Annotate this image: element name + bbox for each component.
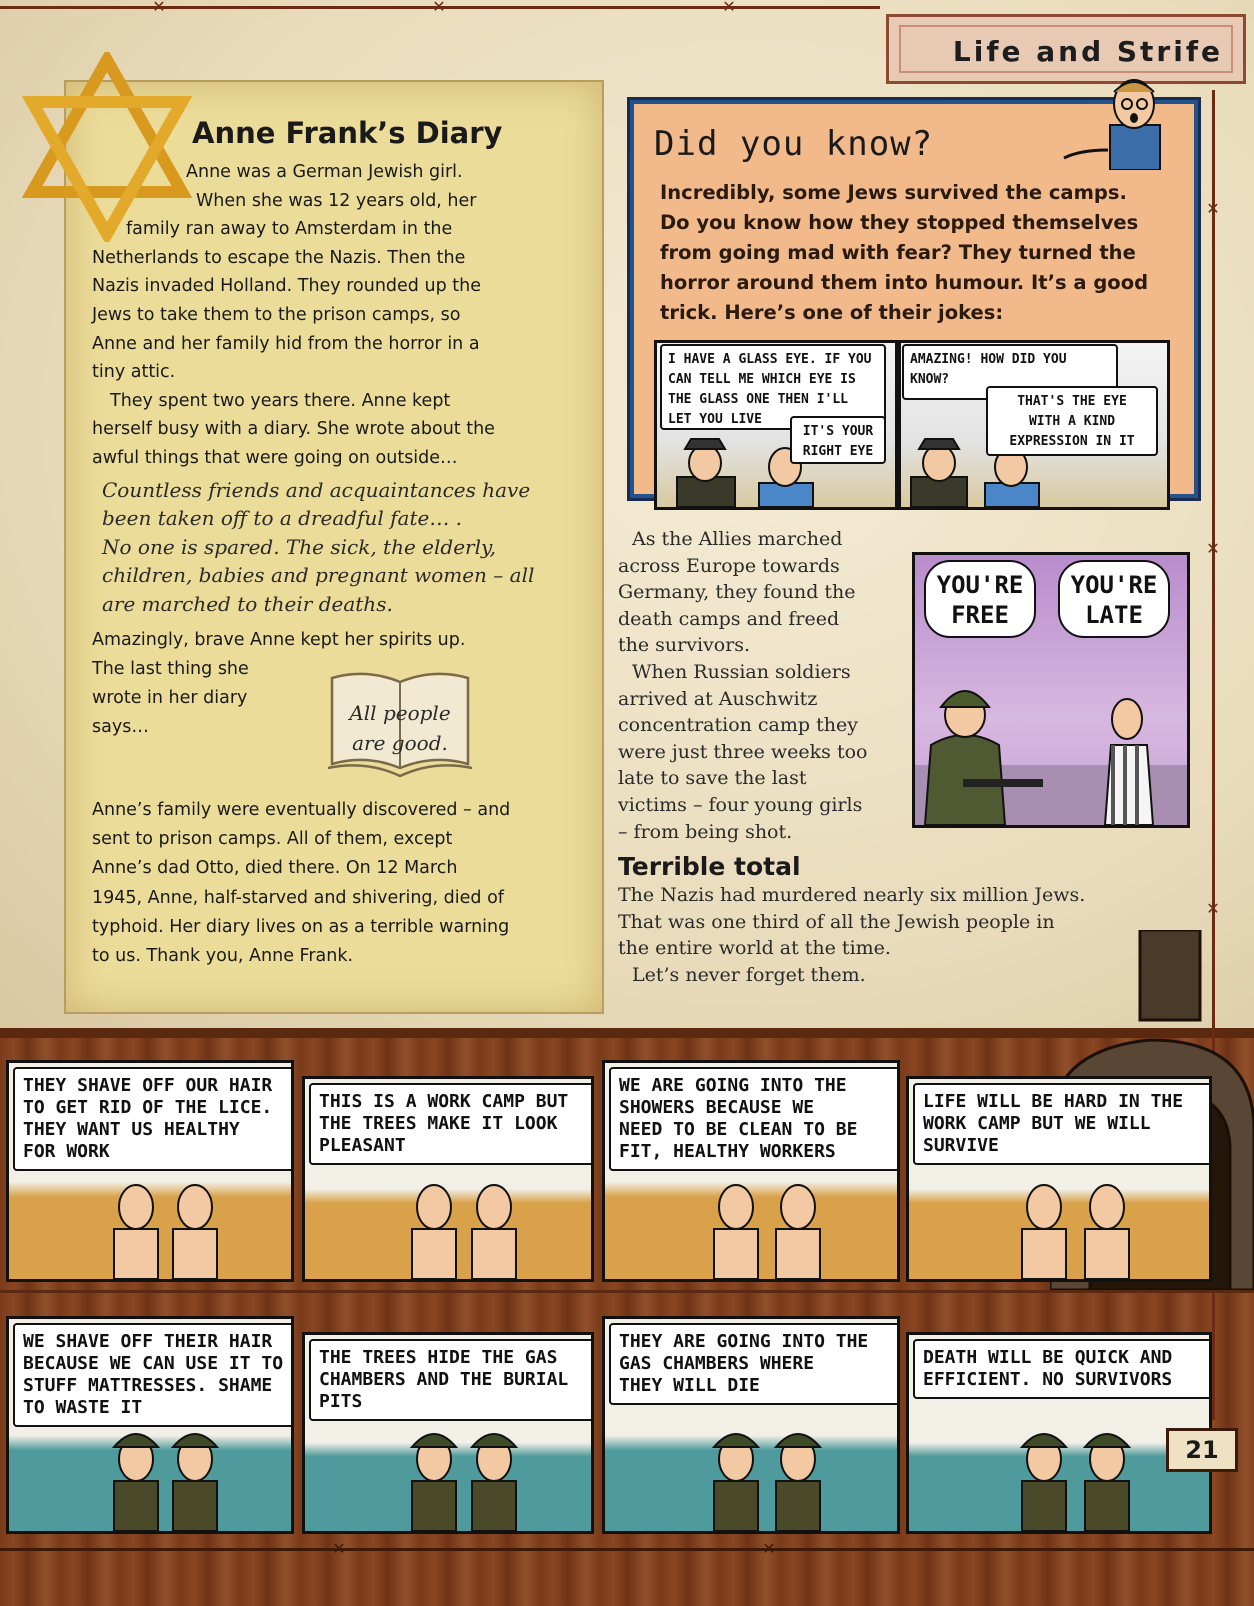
caption-box <box>913 1083 1212 1165</box>
caption-line: SURVIVE <box>923 1135 999 1156</box>
caption-line: EFFICIENT. NO SURVIVORS <box>923 1369 1173 1390</box>
speech-bubble-prisoner <box>986 386 1158 456</box>
text-line: the survivors. <box>618 634 751 657</box>
strip-panel-top-2 <box>302 1076 594 1282</box>
bubble-line: IT'S YOUR <box>802 424 874 439</box>
bubble-line: THE GLASS ONE THEN I'LL <box>668 392 849 407</box>
caption-line: THE TREES MAKE IT LOOK <box>319 1113 558 1134</box>
barb-icon: ✕ <box>1206 899 1220 918</box>
text-line: arrived at Auschwitz <box>618 687 818 710</box>
text-line: The Nazis had murdered nearly six million Jews. <box>618 884 1086 906</box>
did-you-know-line: from going mad with fear? They turned the <box>660 241 1136 264</box>
text-line: wrote in her diary <box>92 688 248 708</box>
text-line: says… <box>92 717 149 737</box>
text-line: been taken off to a dreadful fate… . <box>102 506 463 531</box>
caption-box <box>13 1067 294 1171</box>
text-line: Anne’s dad Otto, died there. On 12 March <box>92 858 458 879</box>
book-quote-line: are good. <box>352 731 448 755</box>
text-line: – from being shot. <box>618 820 793 843</box>
text-line: Amazingly, brave Anne kept her spirits up. <box>92 630 466 650</box>
barb-icon: ✕ <box>762 1539 776 1558</box>
text-line: When she was 12 years old, her <box>196 190 477 211</box>
text-line: No one is spared. The sick, the elderly, <box>102 534 496 559</box>
text-line: Netherlands to escape the Nazis. Then the <box>92 247 466 268</box>
prisoner-figures <box>305 1169 591 1279</box>
did-you-know-text <box>660 178 1148 328</box>
caption-line: TO GET RID OF THE LICE. <box>23 1097 273 1118</box>
text-line: awful things that were going on outside… <box>92 448 458 468</box>
bubble-line: EXPRESSION IN IT <box>1009 434 1135 449</box>
text-line: across Europe towards <box>618 554 840 577</box>
did-you-know-line: trick. Here’s one of their jokes: <box>660 301 1004 324</box>
text-line: late to save the last <box>618 767 807 790</box>
caption-line: DEATH WILL BE QUICK AND <box>923 1347 1173 1368</box>
guard-figures <box>9 1421 291 1531</box>
caption-box <box>609 1323 900 1405</box>
bubble-line: FREE <box>951 601 1009 629</box>
caption-line: THEY WANT US HEALTHY <box>23 1119 240 1140</box>
prisoner-figures <box>605 1169 897 1279</box>
strip-panel-bottom-1 <box>6 1316 294 1534</box>
barbed-wire-bottom <box>0 1548 1254 1551</box>
barb-icon: ✕ <box>432 0 446 16</box>
text-line: As the Allies marched <box>632 528 843 550</box>
caption-line: WE ARE GOING INTO THE <box>619 1075 847 1096</box>
text-line: Anne was a German Jewish girl. <box>186 162 463 182</box>
did-you-know-line: Incredibly, some Jews survived the camps. <box>660 181 1127 204</box>
text-line: death camps and freed <box>618 607 840 630</box>
bubble-line: AMAZING! HOW DID YOU <box>910 352 1067 367</box>
bubble-line: I HAVE A GLASS EYE. IF YOU <box>668 352 872 367</box>
text-line: concentration camp they <box>618 714 858 737</box>
caption-box <box>309 1339 594 1421</box>
text-line: 1945, Anne, half-starved and shivering, died of <box>92 887 504 908</box>
caption-box <box>609 1067 900 1171</box>
barb-icon: ✕ <box>1206 539 1220 558</box>
text-line: typhoid. Her diary lives on as a terrible warning <box>92 916 510 937</box>
caption-line: THEY WILL DIE <box>619 1375 760 1396</box>
guard-figures <box>909 1421 1209 1531</box>
caption-line: SHOWERS BECAUSE WE <box>619 1097 815 1118</box>
text-line: Anne and her family hid from the horror in a <box>92 333 480 354</box>
caption-line: GAS CHAMBERS WHERE <box>619 1353 815 1374</box>
guard-figures <box>605 1421 897 1531</box>
text-line: The last thing she <box>92 659 249 679</box>
caption-line: THEY ARE GOING INTO THE <box>619 1331 869 1352</box>
caption-box <box>13 1323 294 1427</box>
caption-line: FIT, HEALTHY WORKERS <box>619 1141 836 1162</box>
bubble-line: KNOW? <box>910 372 950 387</box>
speech-bubble-survivor <box>1058 560 1170 638</box>
caption-line: THIS IS A WORK CAMP BUT <box>319 1091 569 1112</box>
caption-line: PLEASANT <box>319 1135 406 1156</box>
text-line: the entire world at the time. <box>618 937 891 959</box>
bubble-line: YOU'RE <box>1070 571 1158 599</box>
star-of-david-icon <box>22 52 192 242</box>
text-line: herself busy with a diary. She wrote about the <box>92 419 495 440</box>
prisoner-figures <box>9 1169 291 1279</box>
text-line: family ran away to Amsterdam in the <box>126 219 453 240</box>
strip-panel-bottom-2 <box>302 1332 594 1534</box>
text-line: When Russian soldiers <box>632 661 851 683</box>
caption-box <box>913 1339 1212 1399</box>
book-quote <box>326 698 474 758</box>
text-line: Germany, they found the <box>618 581 856 604</box>
caption-line: WE SHAVE OFF THEIR HAIR <box>23 1331 273 1352</box>
barb-icon: ✕ <box>332 1539 346 1558</box>
text-line: victims – four young girls <box>618 794 863 816</box>
text-line: sent to prison camps. All of them, except <box>92 829 453 850</box>
text-line: were just three weeks too <box>618 740 868 763</box>
text-line: They spent two years there. Anne kept <box>110 390 451 411</box>
text-line: tiny attic. <box>92 362 176 383</box>
caption-line: THEY SHAVE OFF OUR HAIR <box>23 1075 273 1096</box>
bubble-line: WITH A KIND <box>1028 414 1116 429</box>
text-line: to us. Thank you, Anne Frank. <box>92 946 354 966</box>
terrible-total-heading: Terrible total <box>618 852 801 881</box>
text-line: Jews to take them to the prison camps, so <box>92 305 461 325</box>
strip-panel-top-3 <box>602 1060 900 1282</box>
caption-line: TO WASTE IT <box>23 1397 143 1418</box>
bubble-line: LATE <box>1085 601 1143 629</box>
text-line: Countless friends and acquaintances have <box>102 478 531 502</box>
prisoner-figures <box>909 1169 1209 1279</box>
soldier-and-survivor-figures <box>915 645 1187 825</box>
barbed-wire-middle <box>0 1290 1254 1293</box>
book-quote-line: All people <box>349 701 451 725</box>
strip-panel-bottom-3 <box>602 1316 900 1534</box>
bubble-line: RIGHT EYE <box>802 444 874 459</box>
bubble-line: THAT'S THE EYE <box>1017 394 1127 409</box>
bubble-line: CAN TELL ME WHICH EYE IS <box>668 372 856 387</box>
text-line: children, babies and pregnant women – all <box>102 563 535 588</box>
caption-line: THE TREES HIDE THE GAS <box>319 1347 558 1368</box>
speech-bubble-prisoner <box>790 416 886 464</box>
caption-box <box>309 1083 594 1165</box>
barb-icon: ✕ <box>1206 199 1220 218</box>
caption-line: CHAMBERS AND THE BURIAL <box>319 1369 569 1390</box>
bubble-line: YOU'RE <box>936 571 1024 599</box>
page-number: 21 <box>1166 1428 1238 1472</box>
text-line: That was one third of all the Jewish people in <box>618 910 1055 933</box>
caption-line: FOR WORK <box>23 1141 110 1162</box>
guard-figures <box>305 1421 591 1531</box>
did-you-know-line: horror around them into humour. It’s a good <box>660 271 1149 294</box>
diary-title: Anne Frank’s Diary <box>192 116 503 150</box>
caption-line: STUFF MATTRESSES. SHAME <box>23 1375 273 1396</box>
bubble-line: LET YOU LIVE <box>668 412 762 427</box>
strip-panel-top-4 <box>906 1076 1212 1282</box>
barb-icon: ✕ <box>152 0 166 16</box>
did-you-know-title: Did you know? <box>654 124 934 164</box>
narrator-character-icon <box>1050 70 1170 170</box>
caption-line: WORK CAMP BUT WE WILL <box>923 1113 1151 1134</box>
barb-icon: ✕ <box>722 0 736 16</box>
section-title: Life and Strife <box>952 35 1223 68</box>
text-line: Anne’s family were eventually discovered – and <box>92 800 511 820</box>
text-line: are marched to their deaths. <box>102 591 393 616</box>
text-line: Nazis invaded Holland. They rounded up the <box>92 276 481 297</box>
caption-line: NEED TO BE CLEAN TO BE <box>619 1119 858 1140</box>
caption-line: LIFE WILL BE HARD IN THE <box>923 1091 1184 1112</box>
caption-line: PITS <box>319 1391 363 1412</box>
text-line: Let’s never forget them. <box>632 963 866 986</box>
did-you-know-line: Do you know how they stopped themselves <box>660 211 1139 234</box>
caption-line: BECAUSE WE CAN USE IT TO <box>23 1353 284 1374</box>
strip-panel-top-1 <box>6 1060 294 1282</box>
speech-bubble-soldier <box>924 560 1036 638</box>
